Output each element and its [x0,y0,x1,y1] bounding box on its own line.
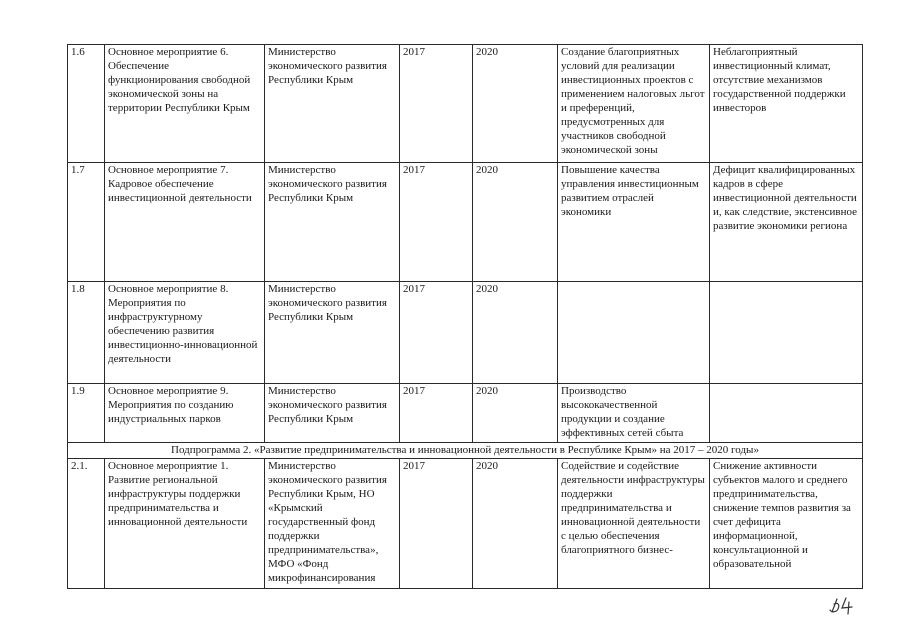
subprogram-row [68,443,863,459]
row-number-cell: 1.9 [68,384,105,443]
consequence-cell: Неблагоприятный инвестиционный климат, отсутствие механизмов государственной поддержки инвесторов [710,45,863,163]
executor-cell: Министерство экономического развития Республики Крым [265,282,400,384]
consequence-cell: Снижение активности субъектов малого и среднего предпринимательства, снижение темпов развития за счет дефицита информационной, консультационной и образовательной [710,459,863,589]
executor-cell: Министерство экономического развития Республики Крым [265,384,400,443]
event-cell: Основное мероприятие 6. Обеспечение функционирования свободной экономической зоны на территории Республики Крым [105,45,265,163]
executor-cell: Министерство экономического развития Республики Крым, НО «Крымский государственный фонд поддержки предпринимательства», МФО «Фонд микрофинансирования [265,459,400,589]
start-year-cell: 2017 [400,384,473,443]
event-cell: Основное мероприятие 8. Мероприятия по инфраструктурному обеспечению развития инвестиционно-инновационной деятельности [105,282,265,384]
handwritten-page-number [828,592,864,616]
end-year-cell: 2020 [473,163,558,282]
expected-result-cell: Повышение качества управления инвестиционным развитием отраслей экономики [558,163,710,282]
event-cell: Основное мероприятие 9. Мероприятия по созданию индустриальных парков [105,384,265,443]
table-row [68,163,863,282]
subprogram-title: Подпрограмма 2. «Развитие предпринимательства и инновационной деятельности в Республике Крым» на 2017 – 2020 годы» [68,443,863,459]
event-cell: Основное мероприятие 7. Кадровое обеспечение инвестиционной деятельности [105,163,265,282]
end-year-cell: 2020 [473,45,558,163]
table-row [68,459,863,589]
consequence-cell [710,282,863,384]
start-year-cell: 2017 [400,163,473,282]
table-row [68,45,863,163]
end-year-cell: 2020 [473,459,558,589]
table-row [68,282,863,384]
executor-cell: Министерство экономического развития Республики Крым [265,163,400,282]
start-year-cell: 2017 [400,459,473,589]
expected-result-cell: Содействие и содействие деятельности инфраструктуры поддержки предпринимательства и инновационной деятельности с целью обеспечения благоприятного бизнес- [558,459,710,589]
row-number-cell: 1.7 [68,163,105,282]
start-year-cell: 2017 [400,282,473,384]
consequence-cell [710,384,863,443]
table-row [68,384,863,443]
row-number-cell: 1.8 [68,282,105,384]
row-number-cell: 1.6 [68,45,105,163]
start-year-cell: 2017 [400,45,473,163]
expected-result-cell [558,282,710,384]
event-cell: Основное мероприятие 1. Развитие региональной инфраструктуры поддержки предпринимательства и инновационной деятельности [105,459,265,589]
measures-table [67,44,863,589]
expected-result-cell: Создание благоприятных условий для реализации инвестиционных проектов с применением налоговых льгот и преференций, предусмотренных для участников свободной экономической зоны [558,45,710,163]
expected-result-cell: Производство высококачественной продукции и создание эффективных сетей сбыта [558,384,710,443]
consequence-cell: Дефицит квалифицированных кадров в сфере инвестиционной деятельности и, как следствие, экстенсивное развитие экономики региона [710,163,863,282]
row-number-cell: 2.1. [68,459,105,589]
end-year-cell: 2020 [473,384,558,443]
end-year-cell: 2020 [473,282,558,384]
executor-cell: Министерство экономического развития Республики Крым [265,45,400,163]
